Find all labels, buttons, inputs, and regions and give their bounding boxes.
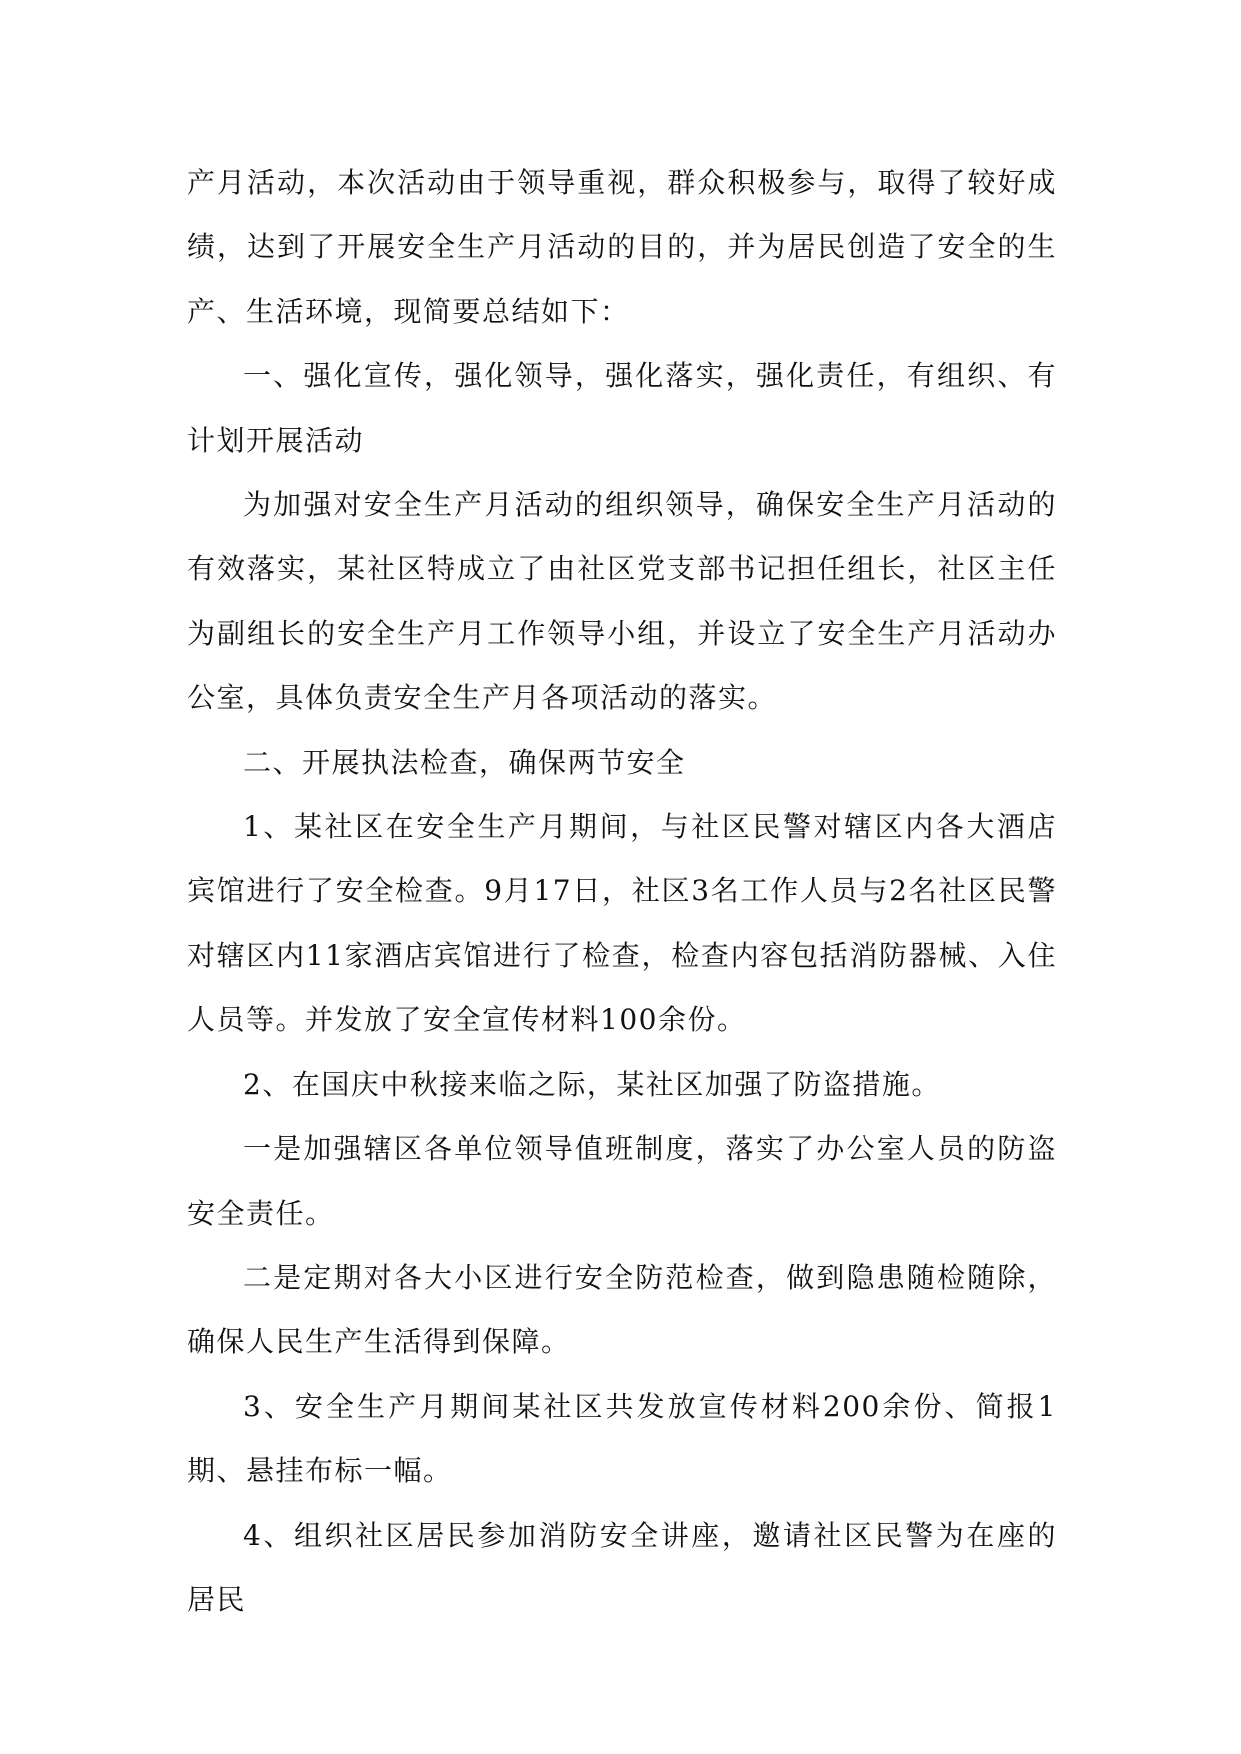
section-heading-1: 一、强化宣传，强化领导，强化落实，强化责任，有组织、有计划开展活动: [187, 359, 1057, 457]
document-page: [187, 151, 1057, 1632]
paragraph-item-2-point-2: 二是定期对各大小区进行安全防范检查，做到隐患随检随除，确保人民生产生活得到保障。: [187, 1260, 1057, 1359]
paragraph-intro-continuation: 产月活动，本次活动由于领导重视，群众积极参与，取得了较好成绩，达到了开展安全生产月活动的目的，并为居民创造了安全的生产、生活环境，现简要总结如下：: [187, 166, 1057, 328]
paragraph-item-3: 3、安全生产月期间某社区共发放宣传材料200余份、简报1期、悬挂布标一幅。: [187, 1389, 1057, 1488]
paragraph-item-4: 4、组织社区居民参加消防安全讲座，邀请社区民警为在座的居民: [187, 1518, 1057, 1616]
section-heading-2: 二、开展执法检查，确保两节安全: [243, 745, 686, 779]
paragraph-leadership: 为加强对安全生产月活动的组织领导，确保安全生产月活动的有效落实，某社区特成立了由社区党支部书记担任组长，社区主任为副组长的安全生产月工作领导小组，并设立了安全生产月活动办公室，具体负责安全生产月各项活动的落实。: [187, 488, 1057, 715]
paragraph-item-2: 2、在国庆中秋接来临之际，某社区加强了防盗措施。: [243, 1067, 941, 1101]
paragraph-item-2-point-1: 一是加强辖区各单位领导值班制度，落实了办公室人员的防盗安全责任。: [187, 1132, 1057, 1230]
paragraph-item-1: 1、某社区在安全生产月期间，与社区民警对辖区内各大酒店宾馆进行了安全检查。9月17日，社区3名工作人员与2名社区民警对辖区内11家酒店宾馆进行了检查，检查内容包括消防器械、入住人员等。并发放了安全宣传材料100余份。: [187, 810, 1057, 1037]
